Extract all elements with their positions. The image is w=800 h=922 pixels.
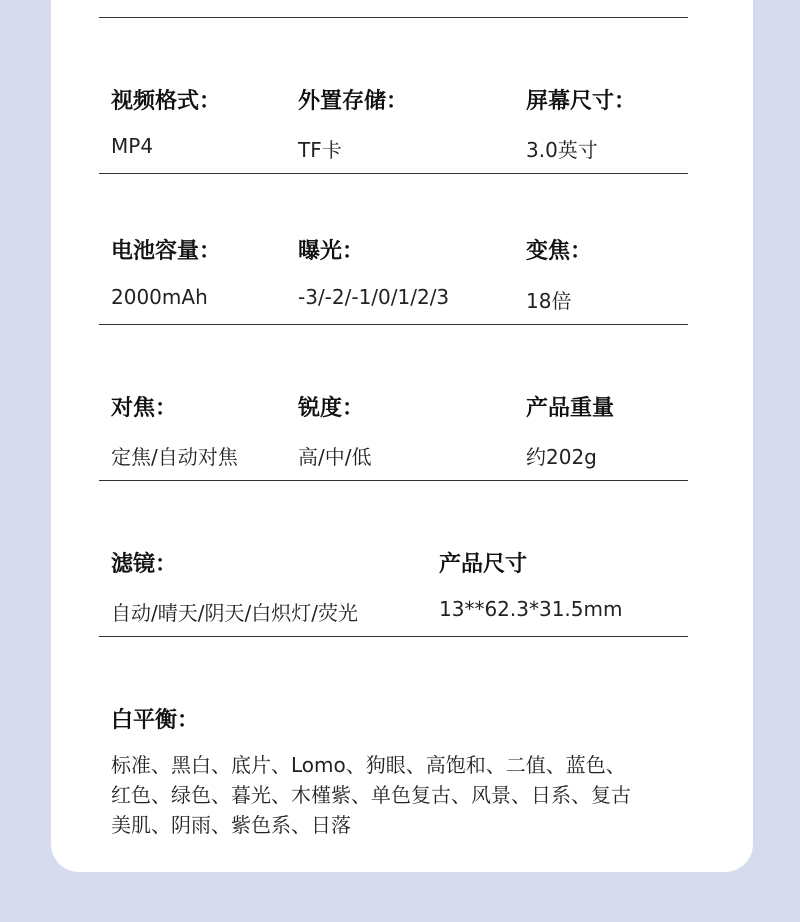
spec-label-white-balance: 白平衡： (111, 708, 200, 733)
spec-label-weight: 产品重量 (526, 396, 615, 421)
spec-value-sharpness: 高/中/低 (298, 445, 372, 469)
spec-label-dimensions: 产品尺寸 (439, 552, 528, 577)
spec-label-filter: 滤镜： (111, 552, 178, 577)
spec-value-dimensions: 13**62.3*31.5mm (439, 597, 623, 621)
spec-value-battery: 2000mAh (111, 285, 208, 309)
spec-value-external-storage: TF卡 (298, 138, 342, 162)
spec-value-exposure: -3/-2/-1/0/1/2/3 (298, 285, 450, 309)
spec-label-battery: 电池容量： (111, 239, 222, 264)
spec-divider (99, 324, 688, 325)
spec-value-white-balance (111, 750, 691, 840)
white-balance-line: 美肌、阴雨、紫色系、日落 (111, 813, 351, 837)
spec-label-video-format: 视频格式： (111, 89, 222, 114)
spec-divider-top (99, 17, 688, 18)
spec-divider (99, 173, 688, 174)
spec-label-screen-size: 屏幕尺寸： (526, 89, 637, 114)
spec-value-focus: 定焦/自动对焦 (111, 445, 238, 469)
spec-value-video-format: MP4 (111, 134, 154, 158)
white-balance-line: 标准、黑白、底片、Lomo、狗眼、高饱和、二值、蓝色、 (111, 753, 626, 777)
spec-label-exposure: 曝光： (298, 239, 365, 264)
spec-divider (99, 636, 688, 637)
spec-value-filter: 自动/晴天/阴天/白炽灯/荧光 (111, 601, 358, 625)
spec-label-focus: 对焦： (111, 396, 178, 421)
spec-label-sharpness: 锐度： (298, 396, 365, 421)
spec-value-zoom: 18倍 (526, 289, 572, 313)
spec-value-weight: 约202g (526, 445, 597, 469)
spec-card (51, 0, 753, 872)
spec-label-external-storage: 外置存储： (298, 89, 409, 114)
spec-value-screen-size: 3.0英寸 (526, 138, 598, 162)
spec-label-zoom: 变焦： (526, 239, 593, 264)
spec-divider (99, 480, 688, 481)
white-balance-line: 红色、绿色、暮光、木槿紫、单色复古、风景、日系、复古 (111, 783, 631, 807)
